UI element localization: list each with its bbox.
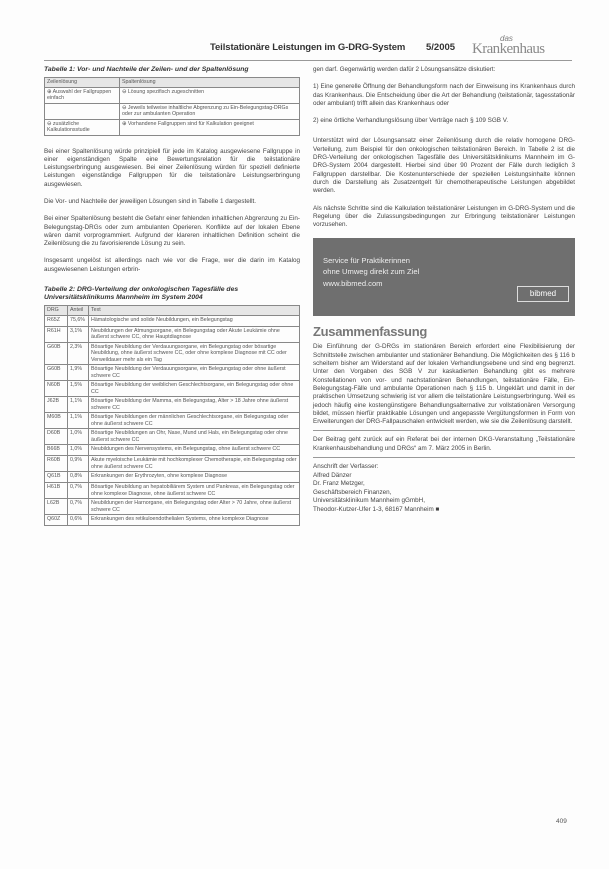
table-header-cell: DRG xyxy=(45,306,68,316)
table-cell: Bösartige Neubildung an hepatobiliärem System und Pankreas, ein Belegungstag oder ohne komplexe Diagnose, ohne äußerst schwere CC xyxy=(89,483,300,499)
table-cell: Neubildungen des Nervensystems, ein Belegungstag, ohne äußerst schwere CC xyxy=(89,445,300,456)
table-cell: M60B xyxy=(45,413,68,429)
table-cell: Bösartige Neubildung der Verdauungsorgane, ein Belegungstag oder ohne äußerst schwere CC xyxy=(89,365,300,381)
table-row xyxy=(45,499,300,515)
table-cell: Q61B xyxy=(45,472,68,483)
list-item-1: 1) Eine generelle Öffnung der Behandlungsform nach der Einweisung ins Krankenhaus durch das Krankenhaus. Die Entscheidung über die Art der Behandlung (teilstationär, tagesstationär oder ambulant) trifft allein das Krankenhaus oder xyxy=(313,83,575,107)
body-paragraph: Bei einer Spaltenlösung würde prinzipiell für jede im Katalog ausgewiesene Fallgruppe in einer eigenständigen Spalte eine Bewertungsrelation für die teilstationäre Leistungserbringung ausgewiesen. Bei einer Zeilenlösung würden für speziell definierte Leistungen eigenständige Fallgruppen für die teilstationäre Leistungserbringung ausgewiesen. xyxy=(44,147,300,188)
header-rule xyxy=(44,60,572,61)
table-cell: 3,1% xyxy=(68,326,89,342)
summary-paragraph: Die Einführung der G-DRGs im stationären Bereich erfordert eine Flexibilisierung der Schnittstelle zwischen ambulanter und stationärer Behandlung. Die Möglichkeiten des § 116 b scheitern bisher am Widerstand auf der lokalen Verhandlungsebene und sind eng begrenzt. Unter den Vorgaben des SGB V zur kaskadierten Behandlung gibt es mehrere Konstellationen von vor- und nachstationären Behandlungen, teilstationäre Fälle, Ein-Belegungstag-Fälle und ambulante Operationen nach § 115 b. Ungeklärt und damit in der praktischen Umsetzung schwierig ist vor allem die teilstationäre Leistungserbringung. Weil es jedoch häufig eine kostengünstigere Behandlungsalternative zur vollstationären Versorgung bildet, müssen hierfür praktikable Lösungen und angepasste Vergütungsformen in Form von Erweiterungen der DRG-Fallpauschalen entwickelt werden, wie sie die Zeilenlösung darstellt. xyxy=(313,343,575,426)
ad-url-link[interactable]: www.bibmed.com xyxy=(323,279,383,289)
table-cell: Akute myeloische Leukämie mit hochkomplexer Chemotherapie, ein Belegungstag oder ohne äußerst schwere CC xyxy=(89,456,300,472)
journal-logo: Krankenhaus xyxy=(472,41,545,57)
address-intro: Anschrift der Verfasser: xyxy=(313,463,379,471)
body-paragraph: Als nächste Schritte sind die Kalkulation teilstationärer Leistungen im G-DRG-System und die Regelung über die Zulassungsbedingungen zur Erbringung teilstationärer Leistungen vorzusehen. xyxy=(313,204,575,229)
table-cell: Neubildungen der Atmungsorgane, ein Belegungstag oder Akute Leukämie ohne äußerst schwere CC, ohne Hauptdiagnose xyxy=(89,326,300,342)
left-column xyxy=(44,66,300,526)
table-cell: H61B xyxy=(45,483,68,499)
table-cell: 1,0% xyxy=(68,445,89,456)
page-number: 409 xyxy=(556,818,567,825)
table-cell: 1,9% xyxy=(68,365,89,381)
table-cell: Hämatologische und solide Neubildungen, ein Belegungstag xyxy=(89,315,300,326)
table-cell: Erkrankungen des retikuloendothelialen Systems, ohne komplexe Diagnose xyxy=(89,515,300,526)
table-cell: ⊖ Jeweils teilweise inhaltliche Abgrenzung zu Ein-Belegungstag-DRGs oder zur ambulanten Operation xyxy=(119,103,299,119)
table-cell: 1,1% xyxy=(68,413,89,429)
table-cell: 0,6% xyxy=(68,515,89,526)
table-cell: 1,1% xyxy=(68,397,89,413)
table-cell: J62B xyxy=(45,397,68,413)
section-heading: Zusammenfassung xyxy=(313,324,427,340)
table-row xyxy=(45,342,300,365)
table-row xyxy=(45,326,300,342)
table-cell: Bösartige Neubildungen der männlichen Geschlechtsorgane, ein Belegungstag oder ohne äußerst schwere CC xyxy=(89,413,300,429)
table-cell: Bösartige Neubildung der weiblichen Geschlechtsorgane, ein Belegungstag oder ohne CC xyxy=(89,381,300,397)
table-row xyxy=(45,472,300,483)
table-cell: R60B xyxy=(45,456,68,472)
issue-number: 5/2005 xyxy=(426,42,456,53)
table-cell: G60B xyxy=(45,342,68,365)
body-paragraph: Bei einer Spaltenlösung besteht die Gefahr einer fehlenden inhaltlichen Abgrenzung zu Ein-Belegungstag-DRGs oder zum ambulanten Operieren. Konflikte auf der lokalen Ebene wären damit vorprogrammiert. Aufgrund der klareren inhaltlichen Definition scheint die Zeilenlösung die zu favorisierende Lösung zu sein. xyxy=(44,215,300,248)
table-cell: L62B xyxy=(45,499,68,515)
table-row xyxy=(45,365,300,381)
table1 xyxy=(44,77,300,136)
author-address xyxy=(313,463,575,514)
table-row xyxy=(45,456,300,472)
ad-line: ohne Umweg direkt zum Ziel xyxy=(323,267,420,277)
table-header-cell: Zeilenlösung xyxy=(45,78,120,88)
table-cell: ⊖ Lösung spezifisch zugeschnitten xyxy=(119,87,299,103)
table-row xyxy=(45,103,300,119)
table-cell: ⊖ zusätzliche Kalkulationsstudie xyxy=(45,119,120,135)
ad-brand-logo: bibmed xyxy=(517,286,569,302)
ad-line: Service für Praktikerinnen xyxy=(323,256,410,266)
section-rule xyxy=(313,457,575,458)
address-line: Geschäftsbereich Finanzen, xyxy=(313,488,392,496)
table-cell: 75,6% xyxy=(68,315,89,326)
table-row xyxy=(45,87,300,103)
table-header-cell: Text xyxy=(89,306,300,316)
table-cell: ⊕ Auswahl der Fallgruppen einfach xyxy=(45,87,120,103)
address-line: Alfred Dänzer xyxy=(313,471,352,479)
right-column xyxy=(313,66,575,514)
table-cell: Bösartige Neubildungen an Ohr, Nase, Mund und Hals, ein Belegungstag oder ohne äußerst schwere CC xyxy=(89,429,300,445)
journal-logo-small: das xyxy=(500,34,513,43)
table-cell: Q60Z xyxy=(45,515,68,526)
table-cell: R61H xyxy=(45,326,68,342)
table-cell: Erkrankungen der Erythrozyten, ohne komplexe Diagnose xyxy=(89,472,300,483)
table-cell: Bösartige Neubildung der Verdauungsorgane, ein Belegungstag oder bösartige Neubildung, ohne äußerst schwere CC, oder ohne komplexe Diagnose mit CC oder Verweildauer mehr als ein Tag xyxy=(89,342,300,365)
table-header-cell: Anteil xyxy=(68,306,89,316)
address-line: Theodor-Kutzer-Ufer 1-3, 68167 Mannheim ■ xyxy=(313,505,440,513)
table-row xyxy=(45,445,300,456)
table-row xyxy=(45,381,300,397)
table-cell xyxy=(45,103,120,119)
table-header-cell: Spaltenlösung xyxy=(119,78,299,88)
table-cell: ⊕ Vorhandene Fallgruppen sind für Kalkulation geeignet xyxy=(119,119,299,135)
body-paragraph: Die Vor- und Nachteile der jeweiligen Lösungen sind in Tabelle 1 dargestellt. xyxy=(44,197,257,205)
table-header-row xyxy=(45,78,300,88)
body-paragraph: gen darf. Gegenwärtig werden dafür 2 Lösungsansätze diskutiert: xyxy=(313,66,496,73)
table2 xyxy=(44,305,300,526)
table-row xyxy=(45,429,300,445)
footnote-paragraph: Der Beitrag geht zurück auf ein Referat bei der internen DKG-Veranstaltung „Teilstationäre Krankenhausbehandlung und DRGs“ am 7. März 2005 in Berlin. xyxy=(313,436,575,452)
table-cell: 2,3% xyxy=(68,342,89,365)
table-cell: 0,8% xyxy=(68,472,89,483)
body-paragraph: Unterstützt wird der Lösungsansatz einer Zeilenlösung durch die relativ homogene DRG-Verteilung, zum Beispiel für den onkologischen teilstationären Bereich. In Tabelle 2 ist die DRG-Verteilung der onkologischen Tagesfälle des Universitätsklinikums Mannheim im G-DRG-System 2004 dargestellt. Hierbei sind über 90 Prozent der Fälle durch lediglich 3 Fallgruppen darstellbar. Die Kostenunterschiede der speziellen Leistungsinhalte können durch die Darstellung als Zusatzentgelt für chemotherapeutische Leistungen abgebildet werden. xyxy=(313,137,575,195)
address-line: Dr. Franz Metzger, xyxy=(313,480,365,488)
table-cell: Bösartige Neubildung der Mamma, ein Belegungstag, Alter > 18 Jahre ohne äußerst schwere CC xyxy=(89,397,300,413)
running-title: Teilstationäre Leistungen im G-DRG-System xyxy=(210,42,406,53)
table-header-row xyxy=(45,306,300,316)
table-row xyxy=(45,483,300,499)
body-paragraph: Insgesamt ungelöst ist allerdings nach wie vor die Frage, wer die darin im Katalog ausgewiesenen Leistungen erbrin- xyxy=(44,257,300,273)
advertisement-banner[interactable] xyxy=(313,238,575,316)
table-row xyxy=(45,119,300,135)
table2-caption: Tabelle 2: DRG-Verteilung der onkologischen Tagesfälle des Universitätsklinikums Mannheim im System 2004 xyxy=(44,286,239,302)
table1-caption: Tabelle 1: Vor- und Nachteile der Zeilen- und der Spaltenlösung xyxy=(44,66,249,73)
table-row xyxy=(45,397,300,413)
address-line: Universitätsklinikum Mannheim gGmbH, xyxy=(313,497,425,505)
table-row xyxy=(45,515,300,526)
table-cell: 0,7% xyxy=(68,483,89,499)
table-cell: 0,9% xyxy=(68,456,89,472)
page-header xyxy=(210,34,580,62)
table-cell: G60B xyxy=(45,365,68,381)
table-cell: Neubildungen der Harnorgane, ein Belegungstag oder Alter > 70 Jahre, ohne äußerst schwere CC xyxy=(89,499,300,515)
table-cell: D60B xyxy=(45,429,68,445)
table-cell: B66B xyxy=(45,445,68,456)
table-row xyxy=(45,413,300,429)
table-cell: 1,0% xyxy=(68,429,89,445)
list-item-2: 2) eine örtliche Verhandlungslösung über Verträge nach § 109 SGB V. xyxy=(313,117,509,125)
table-cell: N60B xyxy=(45,381,68,397)
table-cell: 1,5% xyxy=(68,381,89,397)
table-cell: 0,7% xyxy=(68,499,89,515)
table-row xyxy=(45,315,300,326)
section-rule xyxy=(313,430,575,431)
table-cell: R65Z xyxy=(45,315,68,326)
